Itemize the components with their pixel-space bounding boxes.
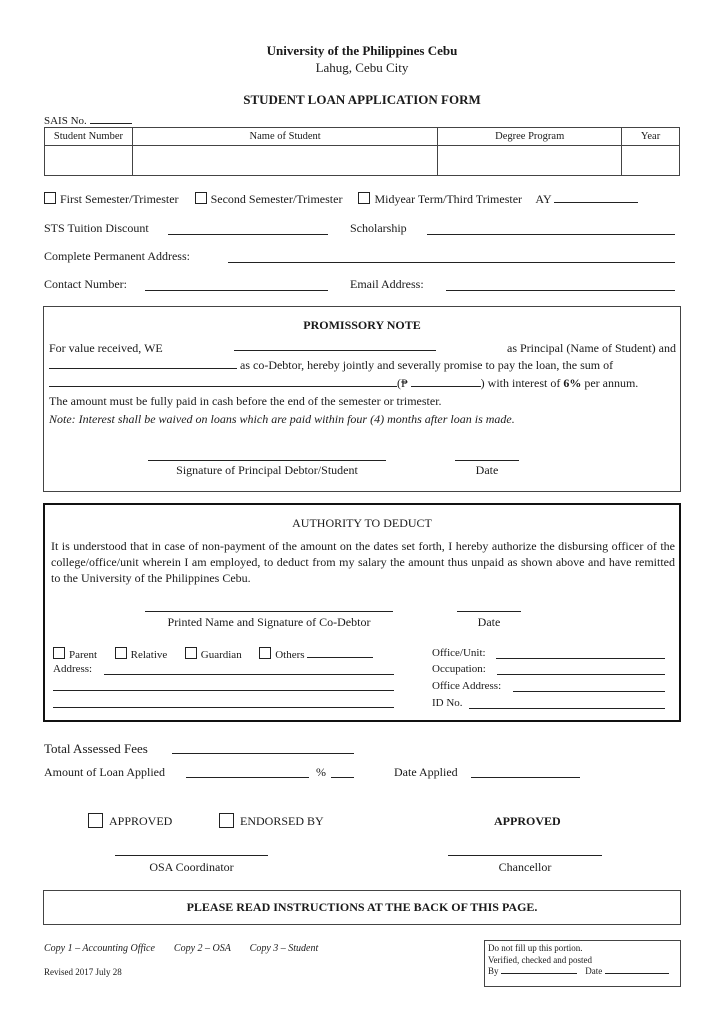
interest-rate: 6%	[563, 376, 582, 390]
principal-signature-label: Signature of Principal Debtor/Student	[176, 463, 358, 477]
copy-3: Copy 3 – Student	[249, 943, 319, 954]
relation-row	[53, 647, 373, 661]
approved-checkbox[interactable]	[88, 813, 103, 828]
p2-text: as co-Debtor, hereby jointly and severally promise to pay the loan, the sum of	[240, 358, 614, 372]
parent-label: Parent	[69, 649, 98, 661]
col-degree: Degree Program	[438, 128, 622, 146]
p3-interest: ) with interest of	[480, 376, 561, 390]
promissory-line-1	[49, 341, 676, 356]
student-name-cell[interactable]	[132, 146, 437, 176]
revised-date: Revised 2017 July 28	[44, 967, 122, 977]
email-field[interactable]	[446, 280, 675, 291]
first-sem-label: First Semester/Trimester	[60, 192, 179, 206]
student-number-cell[interactable]	[45, 146, 133, 176]
approved-heading: APPROVED	[494, 814, 561, 828]
occupation-field[interactable]	[497, 664, 665, 675]
ay-label: AY	[535, 192, 552, 206]
office-use-by-label: By	[488, 966, 499, 976]
others-field[interactable]	[307, 648, 373, 658]
total-fees-label: Total Assessed Fees	[44, 741, 148, 756]
codebtor-date-label: Date	[477, 615, 501, 629]
codebtor-address-field-1[interactable]	[104, 664, 394, 675]
loan-applied-field[interactable]	[186, 767, 309, 778]
p1-as-principal: as Principal (Name of Student) and	[507, 341, 676, 355]
office-use-by-row	[488, 966, 677, 978]
university-name: University of the Philippines Cebu	[266, 43, 458, 58]
office-field[interactable]	[496, 648, 665, 659]
term-row	[44, 192, 638, 207]
principal-signature-line[interactable]	[148, 450, 386, 461]
form-title: STUDENT LOAN APPLICATION FORM	[243, 92, 481, 107]
office-use-note: Do not fill up this portion.	[488, 943, 583, 953]
osa-label: OSA Coordinator	[149, 860, 234, 874]
contact-label: Contact Number:	[44, 277, 127, 291]
codebtor-name-field[interactable]	[49, 359, 237, 369]
parent-checkbox[interactable]	[53, 647, 65, 659]
codebtor-address-field-2[interactable]	[53, 680, 394, 691]
interest-note: Note: Interest shall be waived on loans which are paid within four (4) months after loan is made.	[49, 412, 515, 426]
guardian-label: Guardian	[200, 649, 242, 661]
office-address-field[interactable]	[513, 681, 665, 692]
approved-check-row	[88, 813, 172, 829]
relative-label: Relative	[130, 649, 168, 661]
email-label: Email Address:	[350, 277, 424, 291]
office-label: Office/Unit:	[432, 647, 486, 659]
authority-title: AUTHORITY TO DEDUCT	[292, 516, 432, 530]
promissory-line-2	[49, 358, 613, 373]
guardian-checkbox[interactable]	[185, 647, 197, 659]
date-applied-label: Date Applied	[394, 765, 458, 779]
degree-cell[interactable]	[438, 146, 622, 176]
scholarship-field[interactable]	[427, 224, 675, 235]
sais-field[interactable]	[90, 113, 132, 124]
percent-label: %	[316, 765, 326, 779]
promissory-line-3	[49, 376, 638, 391]
contact-field[interactable]	[145, 280, 328, 291]
codebtor-signature-line[interactable]	[145, 601, 393, 612]
col-student-number: Student Number	[45, 128, 133, 146]
sais-label: SAIS No.	[44, 115, 87, 127]
endorsed-check-label: ENDORSED BY	[240, 814, 324, 828]
col-year: Year	[622, 128, 680, 146]
chancellor-label: Chancellor	[498, 860, 552, 874]
principal-name-field[interactable]	[234, 341, 436, 351]
university-location: Lahug, Cebu City	[315, 60, 409, 75]
loan-applied-label: Amount of Loan Applied	[44, 765, 165, 779]
office-use-verified: Verified, checked and posted	[488, 954, 592, 965]
others-checkbox[interactable]	[259, 647, 271, 659]
loan-amount-field[interactable]	[411, 377, 481, 387]
others-label: Others	[275, 649, 305, 661]
office-use-box	[484, 940, 681, 987]
office-use-date-field[interactable]	[605, 966, 669, 974]
approved-check-label: APPROVED	[109, 814, 173, 828]
sais-row	[44, 113, 132, 127]
address-label: Complete Permanent Address:	[44, 249, 190, 263]
first-sem-checkbox[interactable]	[44, 192, 56, 204]
principal-date-label: Date	[475, 463, 499, 477]
date-applied-field[interactable]	[471, 767, 580, 778]
instructions-banner: PLEASE READ INSTRUCTIONS AT THE BACK OF THIS PAGE.	[43, 890, 681, 925]
office-address-label: Office Address:	[432, 680, 502, 692]
copy-2: Copy 2 – OSA	[173, 943, 231, 954]
p3-peso: (₱	[397, 376, 408, 390]
relative-checkbox[interactable]	[115, 647, 127, 659]
p1-for-value: For value received, WE	[49, 341, 163, 355]
midyear-label: Midyear Term/Third Trimester	[374, 192, 523, 206]
id-field[interactable]	[469, 698, 665, 709]
second-sem-checkbox[interactable]	[195, 192, 207, 204]
percent-field[interactable]	[331, 767, 354, 778]
year-cell[interactable]	[622, 146, 680, 176]
authority-text: It is understood that in case of non-payment of the amount on the dates set forth, I hereby authorize the disbursing officer of the college/office/unit wherein I am employed, to deduct from my salary the amount thus unpaid as shown above and have remitted to the University of the Philippines Cebu.	[51, 539, 675, 585]
osa-signature-line[interactable]	[115, 845, 268, 856]
codebtor-signature-label: Printed Name and Signature of Co-Debtor	[167, 615, 371, 629]
codebtor-address-field-3[interactable]	[53, 697, 394, 708]
id-label: ID No.	[432, 697, 463, 709]
second-sem-label: Second Semester/Trimester	[210, 192, 343, 206]
office-use-date-label: Date	[585, 966, 603, 976]
p4-text: The amount must be fully paid in cash before the end of the semester or trimester.	[49, 394, 442, 408]
student-info-table	[44, 127, 680, 176]
promissory-title: PROMISSORY NOTE	[303, 318, 421, 332]
p3-per-annum: per annum.	[584, 376, 639, 390]
midyear-checkbox[interactable]	[358, 192, 370, 204]
endorsed-check-row	[219, 813, 324, 829]
copy-distribution	[44, 943, 318, 954]
principal-date-line[interactable]	[455, 450, 519, 461]
ay-field[interactable]	[554, 192, 638, 203]
sts-field[interactable]	[168, 224, 328, 235]
office-use-by-field[interactable]	[501, 966, 577, 974]
loan-words-field[interactable]	[49, 377, 397, 387]
codebtor-date-line[interactable]	[457, 601, 521, 612]
col-name: Name of Student	[132, 128, 437, 146]
copy-1: Copy 1 – Accounting Office	[44, 943, 155, 954]
occupation-label: Occupation:	[432, 663, 486, 675]
codebtor-address-label: Address:	[53, 663, 93, 675]
chancellor-signature-line[interactable]	[448, 845, 602, 856]
sts-label: STS Tuition Discount	[44, 221, 149, 235]
address-field[interactable]	[228, 252, 675, 263]
endorsed-checkbox[interactable]	[219, 813, 234, 828]
scholarship-label: Scholarship	[350, 221, 407, 235]
total-fees-field[interactable]	[172, 743, 354, 754]
